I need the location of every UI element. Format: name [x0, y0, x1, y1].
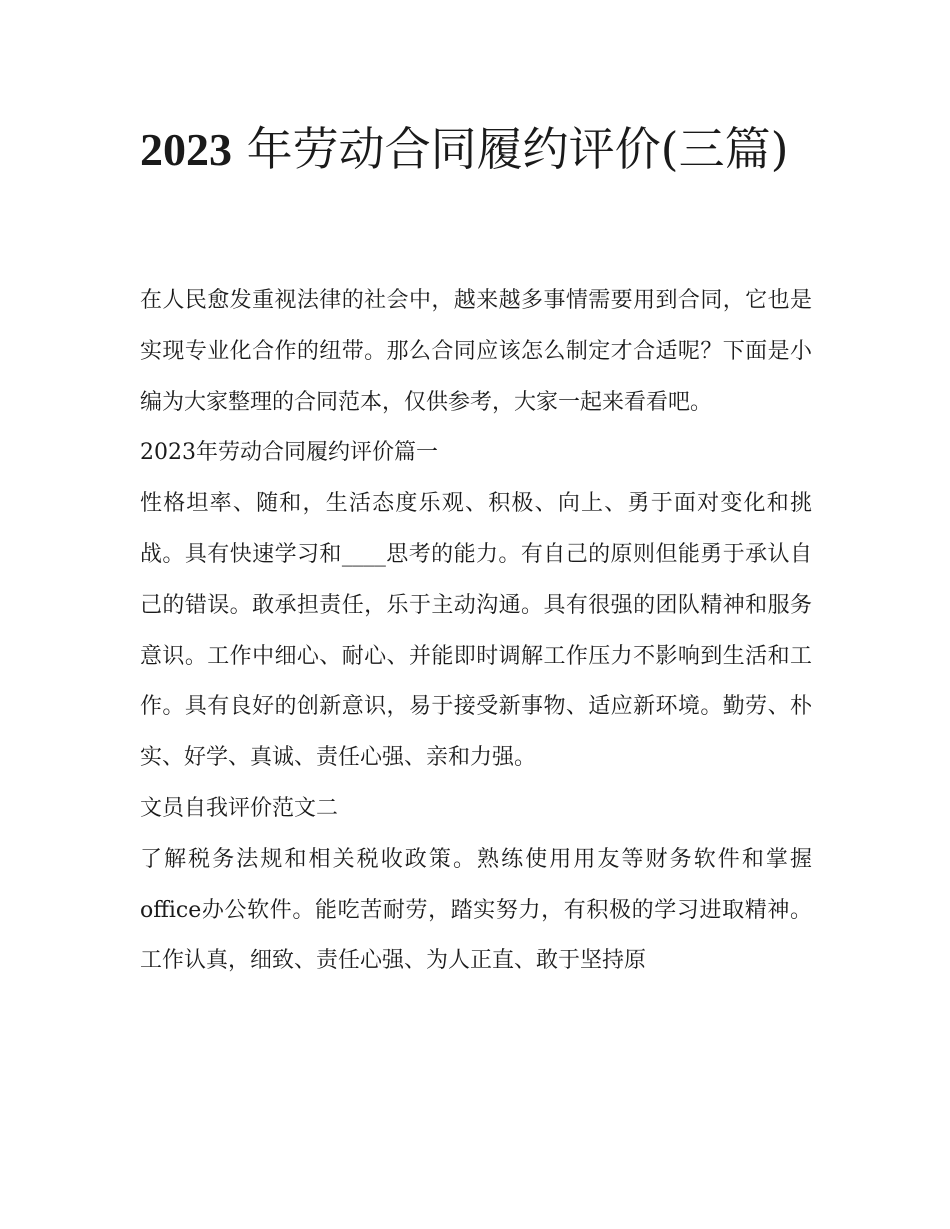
section-heading-1: 2023年劳动合同履约评价篇一: [140, 440, 438, 466]
intro-paragraph: 在人民愈发重视法律的社会中，越来越多事情需要用到合同，它也是实现专业化合作的纽带。那么合同应该怎么制定才合适呢？下面是小编为大家整理的合同范本，仅供参考，大家一起来看看吧。: [140, 288, 812, 415]
section-heading-2: 文员自我评价范文二: [140, 795, 339, 821]
section-paragraph-1: 性格坦率、随和，生活态度乐观、积极、向上、勇于面对变化和挑战。具有快速学习和____思考的能力。有自己的原则但能勇于承认自己的错误。敢承担责任，乐于主动沟通。具有很强的团队精神和服务意识。工作中细心、耐心、并能即时调解工作压力不影响到生活和工作。具有良好的创新意识，易于接受新事物、适应新环境。勤劳、朴实、好学、真诚、责任心强、亲和力强。: [140, 491, 812, 771]
document-title: [140, 112, 812, 187]
section-paragraph-2: 了解税务法规和相关税收政策。熟练使用用友等财务软件和掌握office办公软件。能吃苦耐劳，踏实努力，有积极的学习进取精神。工作认真，细致、责任心强、为人正直、敢于坚持原: [140, 846, 812, 974]
title-year: 2023: [140, 124, 232, 175]
title-text: 年劳动合同履约评价(三篇): [246, 122, 789, 176]
document-body: [140, 276, 812, 987]
